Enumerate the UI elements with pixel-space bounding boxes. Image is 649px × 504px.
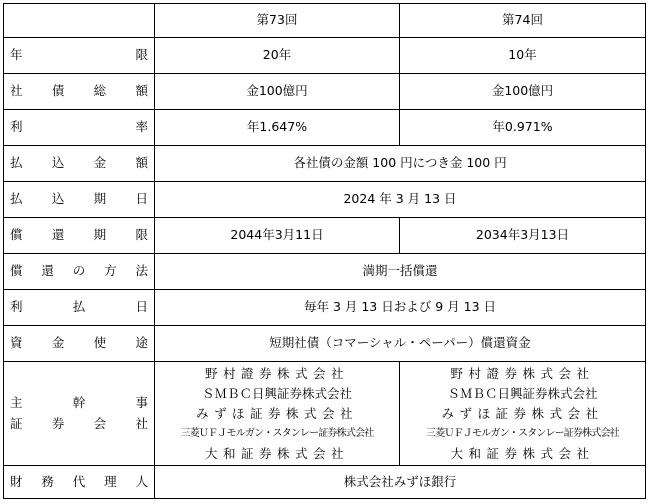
underwriter-daiwa: 大和証券株式会社: [450, 445, 595, 461]
maturity-73: 2044年3月11日: [155, 218, 400, 254]
header-series-73: 第73回: [155, 4, 400, 38]
maturity-74: 2034年3月13日: [400, 218, 646, 254]
underwriter-mufg-ms: 三菱ＵＦＪモルガン・スタンレー証券株式会社: [426, 427, 619, 439]
total-amount-74: 金100億円: [400, 74, 646, 110]
label-underwriters: 主 幹 事 証 券 会 社: [4, 362, 155, 466]
total-amount-73: 金100億円: [155, 74, 400, 110]
underwriter-nomura: 野村證券株式会社: [450, 365, 595, 381]
term-73: 20年: [155, 38, 400, 74]
header-series-74: 第74回: [400, 4, 646, 38]
payment-amount-value: 各社債の金額 100 円につき金 100 円: [155, 146, 646, 182]
row-term: [4, 38, 646, 74]
interest-date-value: 毎年 3 月 13 日および 9 月 13 日: [155, 290, 646, 326]
rate-74: 年0.971%: [400, 110, 646, 146]
underwriter-mizuho: みずほ証券株式会社: [195, 405, 358, 421]
row-total-amount: [4, 74, 646, 110]
term-74: 10年: [400, 38, 646, 74]
underwriter-smbc-nikko: ＳＭＢＣ日興証券株式会社: [447, 385, 598, 401]
row-payment-amount: [4, 146, 646, 182]
row-maturity: [4, 218, 646, 254]
redemption-method-value: 満期一括償還: [155, 254, 646, 290]
underwriter-mizuho: みずほ証券株式会社: [441, 405, 604, 421]
row-use-of-funds: [4, 326, 646, 362]
underwriters-74: [400, 362, 646, 466]
label-term: 年 限: [4, 38, 155, 74]
row-redemption-method: [4, 254, 646, 290]
bond-terms-table: [3, 3, 646, 499]
row-underwriters: [4, 362, 646, 466]
label-rate: 利 率: [4, 110, 155, 146]
use-of-funds-value: 短期社債（コマーシャル・ペーパー）償還資金: [155, 326, 646, 362]
payment-date-value: 2024 年 3 月 13 日: [155, 182, 646, 218]
label-payment-amount: 払 込 金 額: [4, 146, 155, 182]
underwriter-nomura: 野村證券株式会社: [204, 365, 349, 381]
underwriters-73: [155, 362, 400, 466]
label-redemption-method: 償 還 の 方 法: [4, 254, 155, 290]
label-fiscal-agent: 財 務 代 理 人: [4, 466, 155, 499]
underwriter-mufg-ms: 三菱ＵＦＪモルガン・スタンレー証券株式会社: [180, 427, 374, 439]
label-use-of-funds: 資 金 使 途: [4, 326, 155, 362]
row-interest-date: [4, 290, 646, 326]
label-maturity: 償 還 期 限: [4, 218, 155, 254]
row-payment-date: [4, 182, 646, 218]
row-fiscal-agent: [4, 466, 646, 499]
row-rate: [4, 110, 646, 146]
label-total-amount: 社 債 総 額: [4, 74, 155, 110]
label-interest-date: 利 払 日: [4, 290, 155, 326]
header-empty-cell: [4, 4, 155, 38]
underwriter-smbc-nikko: ＳＭＢＣ日興証券株式会社: [201, 385, 352, 401]
label-payment-date: 払 込 期 日: [4, 182, 155, 218]
underwriter-daiwa: 大和証券株式会社: [204, 445, 349, 461]
rate-73: 年1.647%: [155, 110, 400, 146]
fiscal-agent-value: 株式会社みずほ銀行: [155, 466, 646, 499]
header-row: [4, 4, 646, 38]
